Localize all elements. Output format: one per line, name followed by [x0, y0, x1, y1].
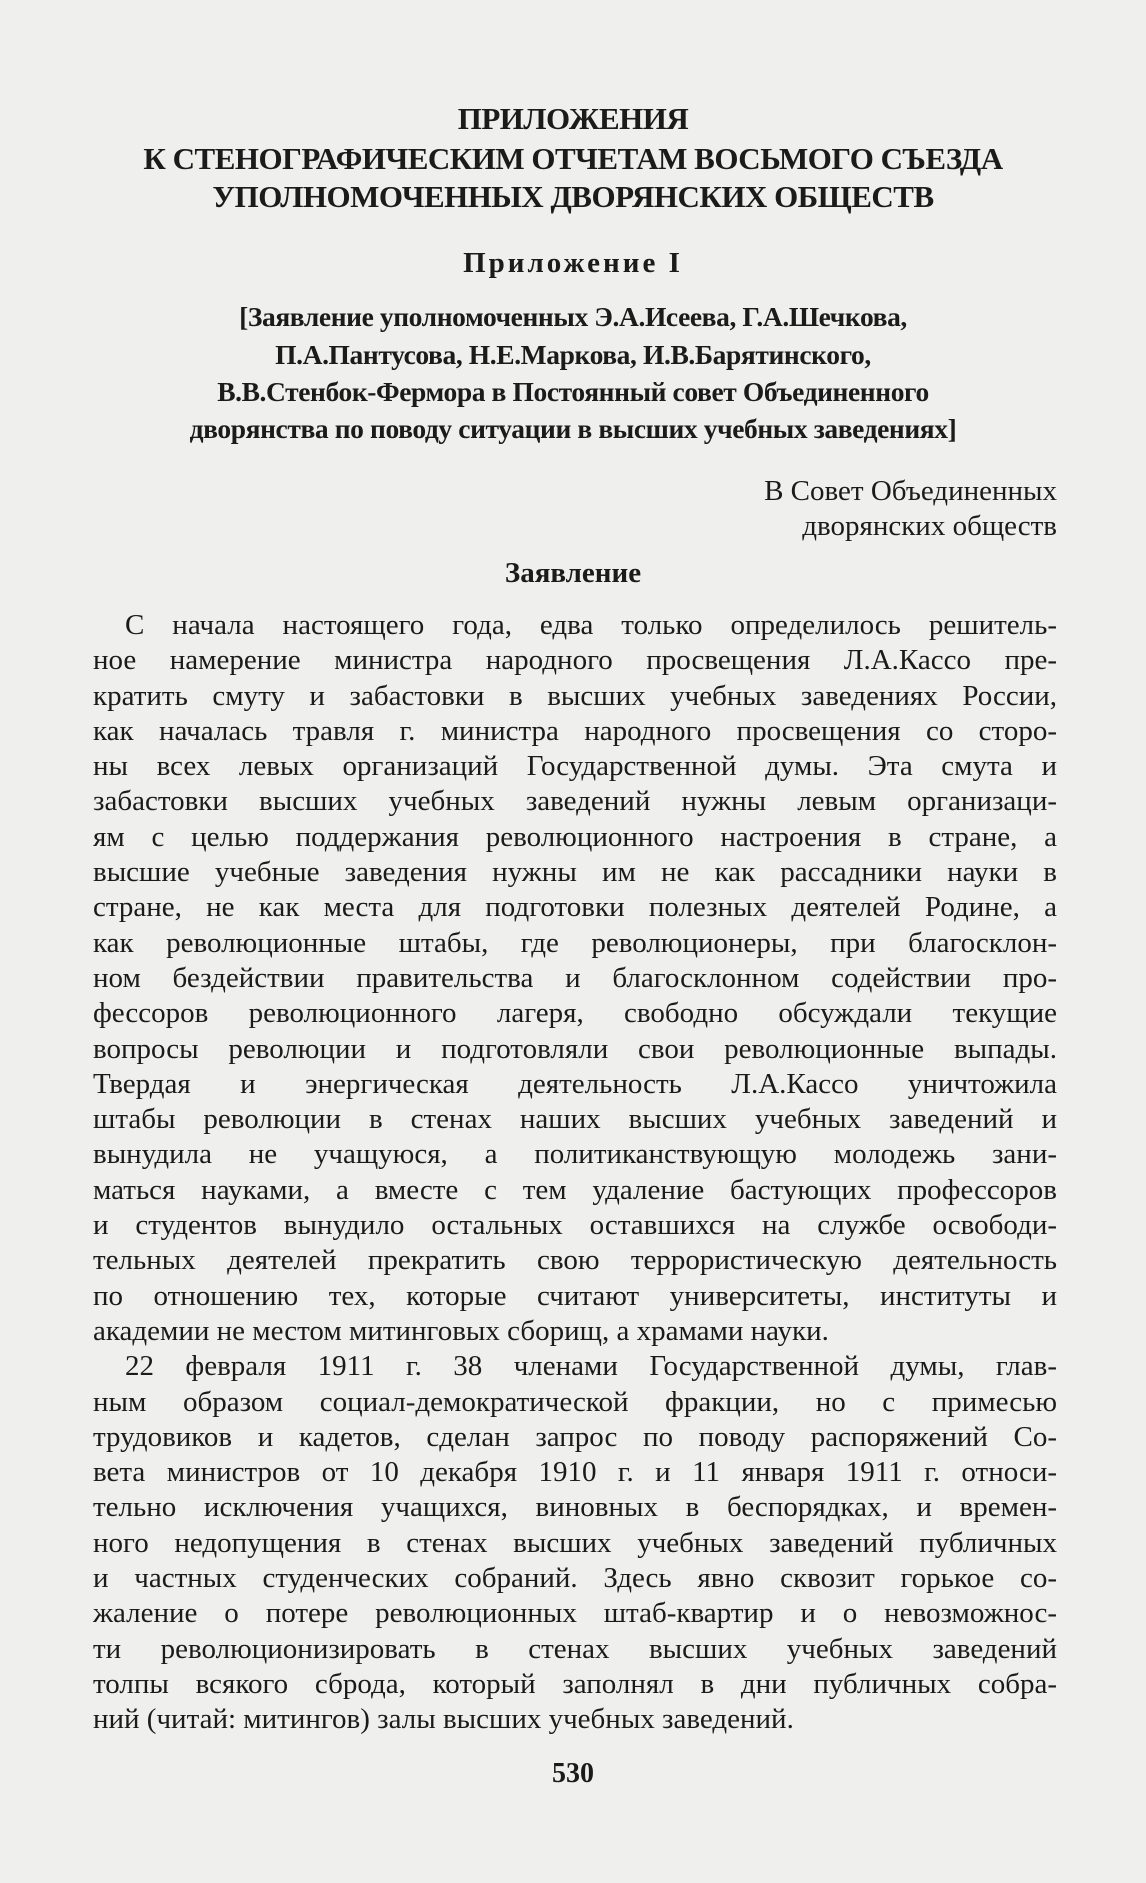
text-line: толпы всякого сброда, который заполнял в дни публичных собра- — [93, 1667, 1057, 1700]
paragraph — [93, 1349, 1057, 1737]
text-line: и студентов вынудило остальных оставшихся на службе освободи- — [93, 1209, 1057, 1242]
paragraph — [93, 608, 1057, 1349]
text-line: жаление о потере революционных штаб-квартир и о невозможнос- — [93, 1597, 1057, 1630]
text-line: тельных деятелей прекратить свою террористическую деятельность — [93, 1244, 1057, 1277]
addressee-line-1: В Совет Объединенных — [764, 475, 1057, 507]
text-line: маться науками, а вместе с тем удаление бастующих профессоров — [93, 1173, 1057, 1206]
page-number: 530 — [552, 1758, 594, 1789]
appendix-label: Приложение I — [463, 247, 683, 279]
text-line: высшие учебные заведения нужны им не как рассадники науки в — [93, 856, 1057, 889]
title-line-2: К СТЕНОГРАФИЧЕСКИМ ОТЧЕТАМ ВОСЬМОГО СЪЕЗДА — [143, 141, 1003, 176]
text-line: ное намерение министра народного просвещения Л.А.Кассо пре- — [93, 644, 1057, 677]
text-line: ным образом социал-демократической фракции, но с примесью — [93, 1385, 1057, 1418]
text-line: 22 февраля 1911 г. 38 членами Государственной думы, глав- — [125, 1350, 1057, 1383]
text-line: вынудила не учащуюся, а политиканствующую молодежь зани- — [93, 1138, 1057, 1171]
title-line-3: УПОЛНОМОЧЕННЫХ ДВОРЯНСКИХ ОБЩЕСТВ — [212, 179, 934, 214]
text-line: по отношению тех, которые считают университеты, институты и — [93, 1279, 1057, 1312]
text-line: Твердая и энергическая деятельность Л.А.Кассо уничтожила — [93, 1067, 1057, 1100]
description-line-1: [Заявление уполномоченных Э.А.Исеева, Г.А.Шечкова, — [239, 301, 907, 332]
text-line: ном бездействии правительства и благосклонном содействии про- — [93, 961, 1057, 994]
text-line: и частных студенческих собраний. Здесь явно сквозит горькое со- — [93, 1562, 1057, 1595]
text-line: ям с целью поддержания революционного настроения в стране, а — [93, 820, 1057, 853]
text-line: вопросы революции и подготовляли свои революционные выпады. — [93, 1032, 1057, 1065]
text-line: забастовки высших учебных заведений нужны левым организаци- — [93, 785, 1057, 818]
text-line: стране, не как места для подготовки полезных деятелей Родине, а — [93, 891, 1057, 924]
text-line: ний (читай: митингов) залы высших учебных заведений. — [93, 1703, 794, 1736]
title-line-1: ПРИЛОЖЕНИЯ — [457, 101, 689, 136]
text-line: кратить смуту и забастовки в высших учебных заведениях России, — [93, 679, 1057, 712]
statement-heading: Заявление — [504, 557, 642, 589]
text-line: ти революционизировать в стенах высших учебных заведений — [93, 1632, 1057, 1665]
text-line: академии не местом митинговых сборищ, а храмами науки. — [93, 1314, 829, 1347]
text-line: фессоров революционного лагеря, свободно обсуждали текущие — [93, 997, 1057, 1030]
text-line: тельно исключения учащихся, виновных в беспорядках, и времен- — [93, 1491, 1057, 1524]
description-line-3: В.В.Стенбок-Фермора в Постоянный совет Объединенного — [217, 376, 929, 407]
text-line: ного недопущения в стенах высших учебных заведений публичных — [93, 1526, 1057, 1559]
text-line: как началась травля г. министра народного просвещения со сторо- — [93, 714, 1057, 747]
text-line: трудовиков и кадетов, сделан запрос по поводу распоряжений Со- — [93, 1420, 1057, 1453]
text-line: штабы революции в стенах наших высших учебных заведений и — [93, 1103, 1057, 1136]
text-line: вета министров от 10 декабря 1910 г. и 11 января 1911 г. относи- — [93, 1456, 1057, 1489]
text-line: ны всех левых организаций Государственной думы. Эта смута и — [93, 750, 1057, 783]
statement-body — [93, 608, 1057, 1738]
addressee-line-2: дворянских обществ — [802, 510, 1057, 542]
text-line: как революционные штабы, где революционеры, при благосклон- — [93, 926, 1057, 959]
text-line: С начала настоящего года, едва только определилось решитель- — [125, 609, 1057, 641]
description-line-4: дворянства по поводу ситуации в высших учебных заведениях] — [189, 413, 957, 444]
description-line-2: П.А.Пантусова, Н.Е.Маркова, И.В.Барятинского, — [275, 339, 871, 370]
